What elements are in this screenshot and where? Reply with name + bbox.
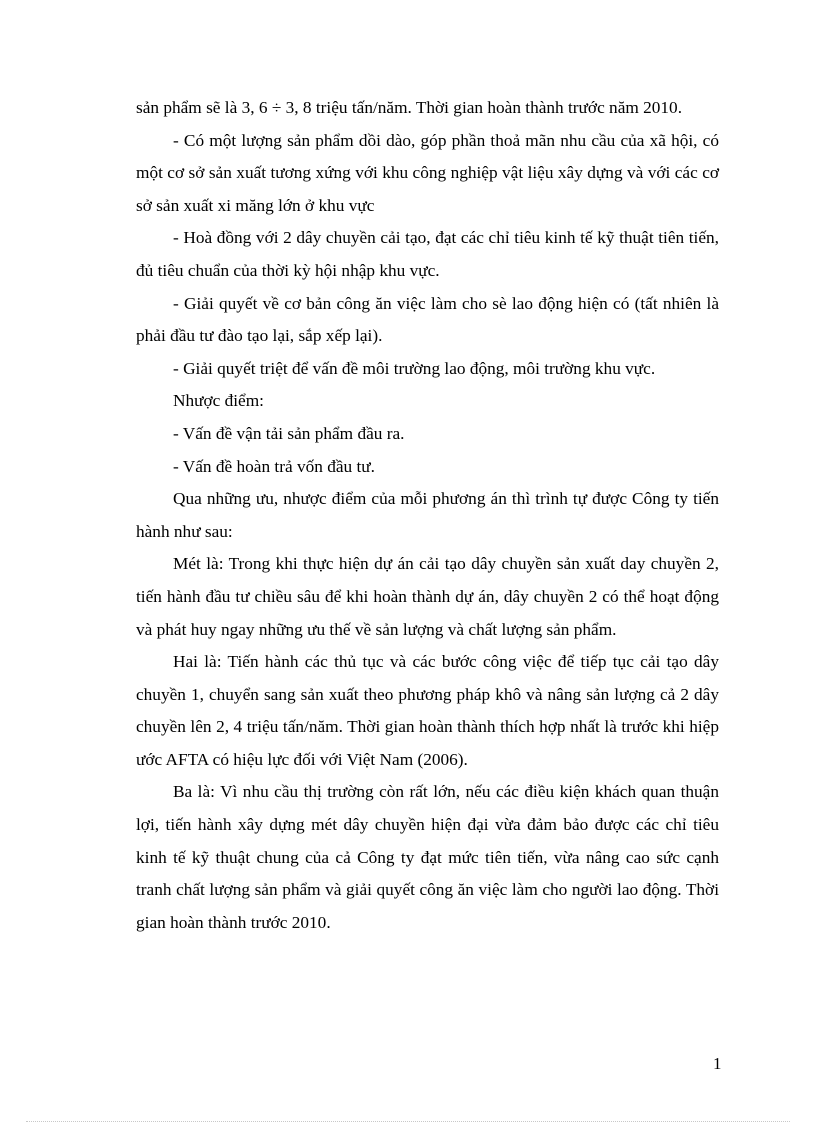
document-body xyxy=(136,92,719,939)
paragraph-advantage-supply: - Có một lượng sản phẩm dồi dào, góp phần thoả mãn nhu cầu của xã hội, có một cơ sở sản xuất tương xứng với khu công nghiệp vật liệu xây dựng và với các cơ sở sản xuất xi măng lớn ở khu vực xyxy=(136,130,719,215)
paragraph-advantage-employment: - Giải quyết về cơ bản công ăn việc làm cho sè lao động hiện có (tất nhiên là phải đầu tư đào tạo lại, sắp xếp lại). xyxy=(136,293,719,346)
paragraph-disadvantages-heading: Nhược điểm: xyxy=(173,391,264,411)
paragraph-disadvantage-transport: - Vấn đề vận tải sản phẩm đầu ra. xyxy=(173,423,405,443)
paragraph-advantage-standards: - Hoà đồng với 2 dây chuyền cải tạo, đạt các chỉ tiêu kinh tế kỹ thuật tiên tiến, đủ tiêu chuẩn của thời kỳ hội nhập khu vực. xyxy=(136,228,719,280)
page-number: 1 xyxy=(713,1054,722,1073)
paragraph-step-two: Hai là: Tiến hành các thủ tục và các bước công việc để tiếp tục cải tạo dây chuyền 1, chuyển sang sản xuất theo phương pháp khô và nâng sản lượng cả 2 dây chuyền lên 2, 4 triệu tấn/năm. Thời gian hoàn thành thích hợp nhất là trước khi hiệp ước AFTA có hiệu lực đối với Việt Nam (2006). xyxy=(136,652,719,769)
paragraph-step-three: Ba là: Vì nhu cầu thị trường còn rất lớn, nếu các điều kiện khách quan thuận lợi, tiến hành xây dựng mét dây chuyền hiện đại vừa đảm bảo được các chỉ tiêu kinh tế kỹ thuật chung của cả Công ty đạt mức tiên tiến, vừa nâng cao sức cạnh tranh chất lượng sản phẩm và giải quyết công ăn việc làm cho người lao động. Thời gian hoàn thành trước 2010. xyxy=(136,782,719,932)
paragraph-continuation: sản phẩm sẽ là 3, 6 ÷ 3, 8 triệu tấn/năm. Thời gian hoàn thành trước năm 2010. xyxy=(136,98,683,117)
paragraph-step-one: Mét là: Trong khi thực hiện dự án cải tạo dây chuyền sản xuất day chuyền 2, tiến hành đầu tư chiều sâu để khi hoàn thành dự án, dây chuyền 2 có thể hoạt động và phát huy ngay những ưu thế về sản lượng và chất lượng sản phẩm. xyxy=(136,554,719,639)
paragraph-sequence-intro: Qua những ưu, nhược điểm của mỗi phương án thì trình tự được Công ty tiến hành như sau: xyxy=(136,489,719,541)
paragraph-advantage-environment: - Giải quyết triệt để vấn đề môi trường lao động, môi trường khu vực. xyxy=(173,358,656,378)
page-bottom-divider xyxy=(26,1121,790,1122)
paragraph-disadvantage-capital: - Vấn đề hoàn trả vốn đầu tư. xyxy=(173,456,375,476)
